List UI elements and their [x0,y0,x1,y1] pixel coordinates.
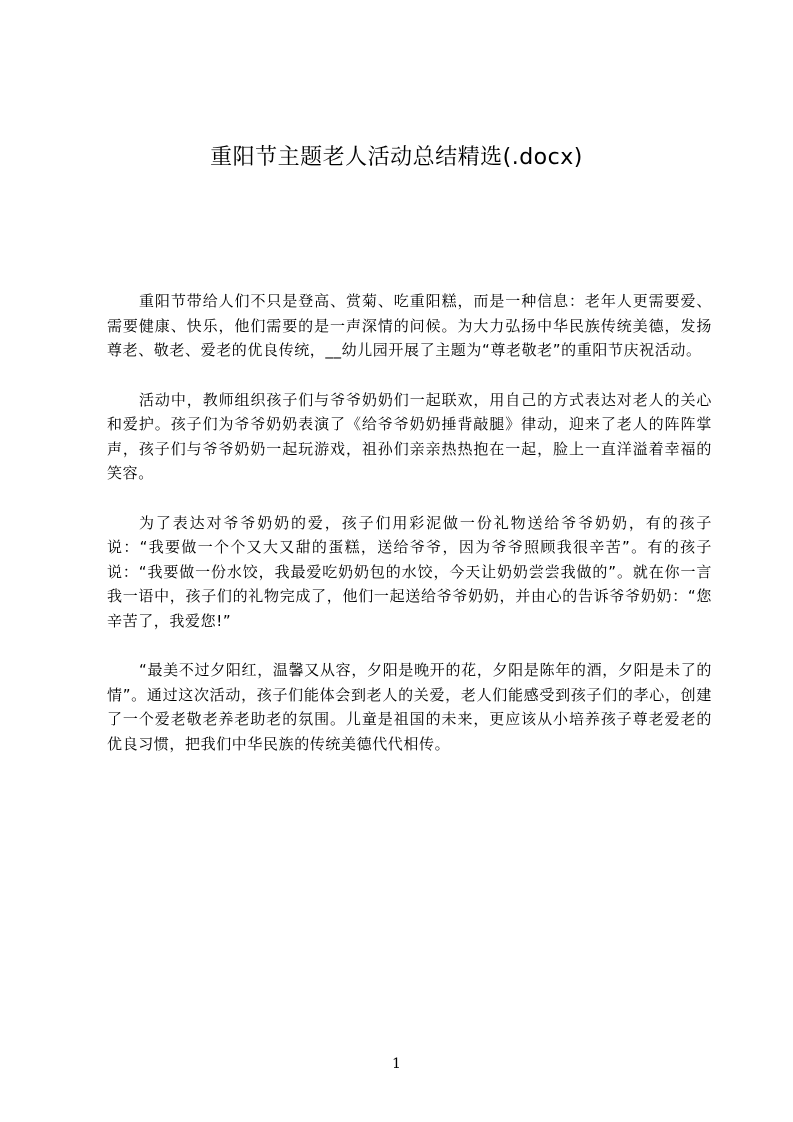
paragraph-2: 活动中，教师组织孩子们与爷爷奶奶们一起联欢，用自己的方式表达对老人的关心和爱护。孩子们为爷爷奶奶表演了《给爷爷奶奶捶背敲腿》律动，迎来了老人的阵阵掌声，孩子们与爷爷奶奶一起玩游戏，祖孙们亲亲热热抱在一起，脸上一直洋溢着幸福的笑容。 [107,390,712,482]
paragraph-4: “最美不过夕阳红，温馨又从容，夕阳是晚开的花，夕阳是陈年的酒，夕阳是未了的情”。通过这次活动，孩子们能体会到老人的关爱，老人们能感受到孩子们的孝心，创建了一个爱老敬老养老助老的氛围。儿童是祖国的未来，更应该从小培养孩子尊老爱老的优良习惯，把我们中华民族的传统美德代代相传。 [107,661,712,753]
paragraph-3: 为了表达对爷爷奶奶的爱，孩子们用彩泥做一份礼物送给爷爷奶奶，有的孩子说：“我要做一个个又大又甜的蛋糕，送给爷爷，因为爷爷照顾我很辛苦”。有的孩子说：“我要做一份水饺，我最爱吃奶奶包的水饺，今天让奶奶尝尝我做的”。就在你一言我一语中，孩子们的礼物完成了，他们一起送给爷爷奶奶，并由心的告诉爷爷奶奶：“您辛苦了，我爱您!” [107,513,712,630]
paragraph-1: 重阳节带给人们不只是登高、赏菊、吃重阳糕，而是一种信息：老年人更需要爱、需要健康、快乐，他们需要的是一声深情的问候。为大力弘扬中华民族传统美德，发扬尊老、敬老、爱老的优良传统，__幼儿园开展了主题为“尊老敬老”的重阳节庆祝活动。 [107,292,712,359]
page-number: 1 [392,1056,401,1072]
document-title: 重阳节主题老人活动总结精选(.docx) [210,145,583,170]
document-body [107,289,712,781]
